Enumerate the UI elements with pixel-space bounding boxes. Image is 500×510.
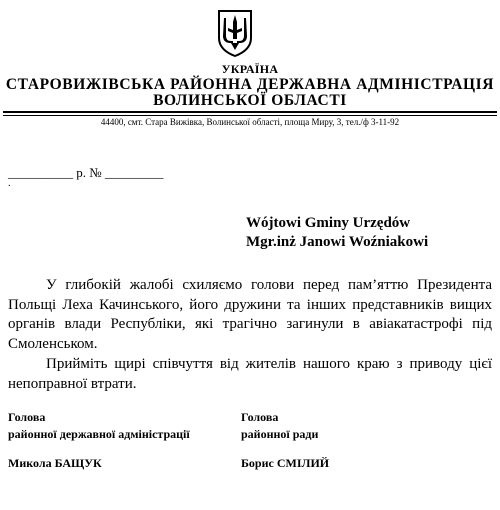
reference-dot: . <box>8 178 11 189</box>
right-signatory-title: Голова <box>241 410 279 424</box>
tryzub-emblem-icon <box>215 8 255 58</box>
body-paragraph-1: У глибокій жалобі схиляємо голови перед пам’яттю Президента Польщі Леха Качинського, його дружини та інших представників вищих органів влади Республіки, які трагічно загинули в авіакатастрофі під Смоленськом. <box>8 277 492 352</box>
country-heading: УКРАЇНА <box>221 62 279 76</box>
left-signatory-title: Голова <box>8 410 46 424</box>
right-signatory-name: Борис СМІЛИЙ <box>241 456 330 470</box>
reference-number-line: __________ р. № _________ <box>8 165 164 180</box>
body-paragraph-2: Прийміть щирі співчуття від жителів нашого краю з приводу цієї непоправної втрати. <box>8 356 492 392</box>
left-signatory-office: районної державної адміністрації <box>8 427 190 441</box>
addressee-line-2: Mgr.inż Janowi Woźniakowi <box>246 234 429 250</box>
left-signatory-name: Микола БАЩУК <box>8 456 102 470</box>
addressee-line-1: Wójtowi Gminy Urzędów <box>246 215 411 231</box>
oblast-name: ВОЛИНСЬКОЇ ОБЛАСТІ <box>153 92 347 109</box>
header-rule-thick <box>3 111 497 113</box>
contact-address: 44400, смт. Стара Вижівка, Волинської області, площа Миру, 3, тел./ф 3-11-92 <box>100 117 400 127</box>
right-signatory-office: районної ради <box>241 427 319 441</box>
administration-name: СТАРОВИЖІВСЬКА РАЙОННА ДЕРЖАВНА АДМІНІСТРАЦІЯ <box>5 76 495 93</box>
header-rule-thin <box>3 115 497 116</box>
